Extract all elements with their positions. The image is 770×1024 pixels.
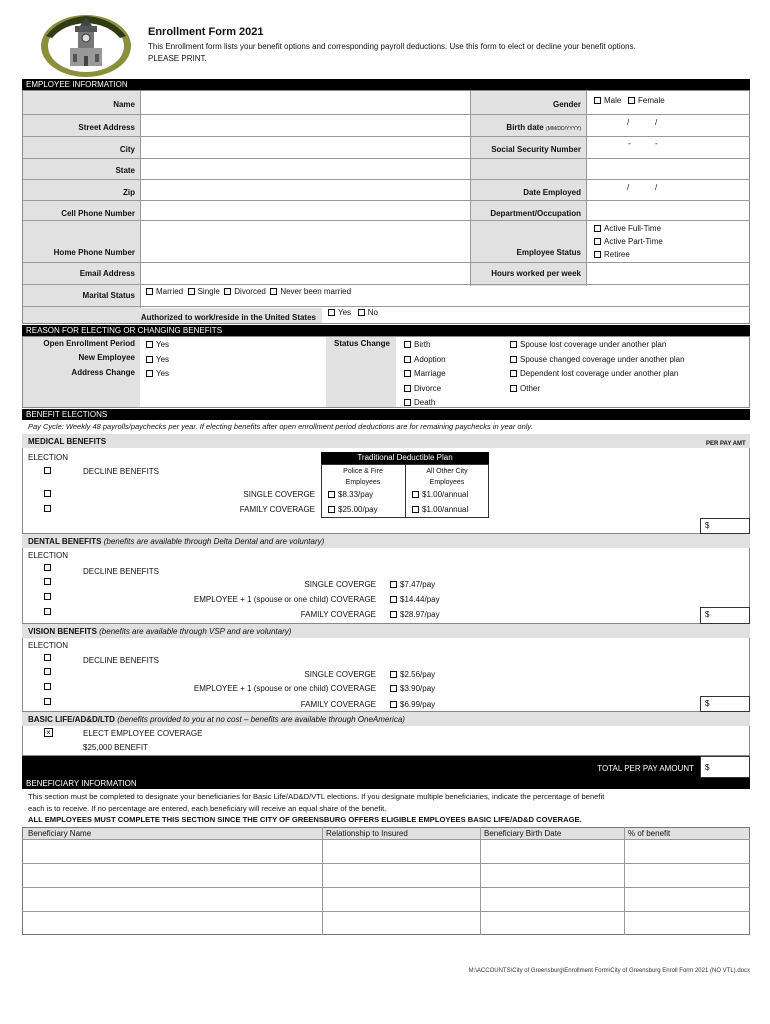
birthdate-slash-2: / xyxy=(655,118,658,127)
hours-label: Hours worked per week xyxy=(491,269,581,278)
gender-options: Male Female xyxy=(594,96,665,105)
footer-file-path: M:\ACCOUNTS\City of Greensburg\Enrollment Form\City of Greensburg Enroll Form 2021 (NO VTL).docx xyxy=(468,968,750,974)
marriage-checkbox[interactable] xyxy=(404,370,411,377)
open-enrollment-label: Open Enrollment Period xyxy=(43,339,135,348)
dental-plus-one-label: EMPLOYEE + 1 (spouse or one child) COVERAGE xyxy=(193,595,376,604)
pay-cycle-note: Pay Cycle: Weekly 48 payrolls/paychecks per year. If electing benefits after open enrollment period deductions are for remaining paychecks in year only. xyxy=(28,422,533,431)
police-fire-heading: Police & Fire Employees xyxy=(343,468,383,486)
beneficiary-heading: BENEFICIARY INFORMATION xyxy=(22,778,750,789)
authorized-yes-checkbox[interactable] xyxy=(328,309,335,316)
street-label: Street Address xyxy=(78,123,135,132)
life-elect-label: ELECT EMPLOYEE COVERAGE xyxy=(83,729,203,738)
life-amount-label: $25,000 BENEFIT xyxy=(83,743,148,752)
employee-status-options: Active Full-Time Active Part-Time Retiree xyxy=(594,222,663,261)
col-relationship: Relationship to Insured xyxy=(326,829,408,838)
name-field[interactable] xyxy=(141,91,469,113)
employee-info-heading: EMPLOYEE INFORMATION xyxy=(22,79,750,90)
birth-checkbox[interactable] xyxy=(404,341,411,348)
state-label: State xyxy=(115,166,135,175)
dental-decline-label: DECLINE BENEFITS xyxy=(83,567,160,576)
other-checkbox[interactable] xyxy=(510,385,517,392)
reason-yes-options: Yes Yes Yes xyxy=(146,338,169,382)
vision-heading: VISION BENEFITS (benefits are available through VSP and are voluntary) xyxy=(28,627,292,636)
status-change-options: Birth Adoption Marriage Divorce Death xyxy=(404,338,446,411)
medical-heading-bar xyxy=(22,434,750,448)
employee-status-label: Employee Status xyxy=(516,248,581,257)
dental-single-amount: $7.47/pay xyxy=(390,580,435,589)
address-change-yes-checkbox[interactable] xyxy=(146,370,153,377)
coverage-change-options: Spouse lost coverage under another plan Spouse changed coverage under another plan Dependent lost coverage under another plan Other xyxy=(510,338,685,396)
city-field[interactable] xyxy=(141,137,469,157)
married-checkbox[interactable] xyxy=(146,288,153,295)
date-employed-label: Date Employed xyxy=(523,188,581,197)
medical-per-pay-field[interactable]: $ xyxy=(700,518,750,534)
form-title: Enrollment Form 2021 xyxy=(148,26,264,38)
new-employee-label: New Employee xyxy=(78,353,135,362)
divorce-checkbox[interactable] xyxy=(404,385,411,392)
intro-text: This Enrollment form lists your benefit options and corresponding payroll deductions. Use this form to elect or decline your benefit options. PLEASE PRINT. xyxy=(148,42,636,63)
spouse-changed-checkbox[interactable] xyxy=(510,356,517,363)
tdp-heading: Traditional Deductible Plan xyxy=(321,452,489,464)
employed-slash-2: / xyxy=(655,183,658,192)
vision-plus-one-label: EMPLOYEE + 1 (spouse or one child) COVERAGE xyxy=(193,684,376,693)
authorized-options: Yes No xyxy=(328,308,378,317)
medical-police-single: $8.33/pay xyxy=(328,490,373,499)
new-employee-yes-checkbox[interactable] xyxy=(146,356,153,363)
male-checkbox[interactable] xyxy=(594,97,601,104)
single-checkbox[interactable] xyxy=(188,288,195,295)
retiree-checkbox[interactable] xyxy=(594,251,601,258)
cell-phone-label: Cell Phone Number xyxy=(61,209,135,218)
department-label: Department/Occupation xyxy=(490,209,581,218)
medical-decline-label: DECLINE BENEFITS xyxy=(83,467,160,476)
divorced-checkbox[interactable] xyxy=(224,288,231,295)
vision-per-pay-field[interactable]: $ xyxy=(700,696,750,712)
medical-family-label: FAMILY COVERAGE xyxy=(239,505,315,514)
total-label: TOTAL PER PAY AMOUNT xyxy=(597,764,694,773)
active-parttime-checkbox[interactable] xyxy=(594,238,601,245)
vision-election-label: ELECTION xyxy=(28,641,69,650)
beneficiary-row-3[interactable] xyxy=(23,888,749,911)
dental-family-label: FAMILY COVERAGE xyxy=(300,610,376,619)
authorized-label: Authorized to work/reside in the United States xyxy=(140,313,316,322)
medical-other-single: $1.00/annual xyxy=(412,490,468,499)
death-checkbox[interactable] xyxy=(404,399,411,406)
beneficiary-row-1[interactable] xyxy=(23,840,749,863)
ssn-label: Social Security Number xyxy=(491,145,581,154)
dependent-lost-checkbox[interactable] xyxy=(510,370,517,377)
dental-election-label: ELECTION xyxy=(28,551,69,560)
life-elect-checkbox[interactable]: × xyxy=(44,728,53,737)
medical-heading: MEDICAL BENEFITS xyxy=(28,437,107,446)
vision-decline-label: DECLINE BENEFITS xyxy=(83,656,160,665)
authorized-no-checkbox[interactable] xyxy=(358,309,365,316)
active-fulltime-checkbox[interactable] xyxy=(594,225,601,232)
dental-per-pay-field[interactable]: $ xyxy=(700,607,750,624)
medical-other-family: $1.00/annual xyxy=(412,505,468,514)
spouse-lost-checkbox[interactable] xyxy=(510,341,517,348)
vision-family-amount: $6.99/pay xyxy=(390,700,435,709)
vision-family-label: FAMILY COVERAGE xyxy=(300,700,376,709)
reason-heading: REASON FOR ELECTING OR CHANGING BENEFITS xyxy=(22,325,750,336)
gender-label: Gender xyxy=(552,100,581,109)
dental-single-label: SINGLE COVERGE xyxy=(304,580,376,589)
never-married-checkbox[interactable] xyxy=(270,288,277,295)
female-checkbox[interactable] xyxy=(628,97,635,104)
beneficiary-row-2[interactable] xyxy=(23,864,749,887)
status-change-label: Status Change xyxy=(333,339,390,348)
col-percent: % of benefit xyxy=(628,829,671,838)
cell-phone-field[interactable] xyxy=(141,201,469,219)
open-enrollment-yes-checkbox[interactable] xyxy=(146,341,153,348)
dental-family-amount: $28.97/pay xyxy=(390,610,440,619)
adoption-checkbox[interactable] xyxy=(404,356,411,363)
street-field[interactable] xyxy=(141,115,469,135)
beneficiary-row-4[interactable] xyxy=(23,912,749,934)
home-phone-field[interactable] xyxy=(141,221,469,261)
ssn-dash-1: - xyxy=(628,139,631,148)
birthdate-slash-1: / xyxy=(627,118,630,127)
total-per-pay-field[interactable]: $ xyxy=(700,756,750,778)
email-field[interactable] xyxy=(141,263,469,283)
birthdate-label: Birth date (MM/DD/YYYY) xyxy=(506,123,581,132)
marital-label: Marital Status xyxy=(82,291,135,300)
city-seal-logo xyxy=(40,14,132,78)
address-change-label: Address Change xyxy=(71,368,135,377)
zip-field[interactable] xyxy=(141,180,469,199)
life-heading: BASIC LIFE/AD&D/LTD (benefits provided to you at no cost – benefits are available through OneAmerica) xyxy=(28,715,405,724)
dental-heading: DENTAL BENEFITS (benefits are available through Delta Dental and are voluntary) xyxy=(28,537,325,546)
name-label: Name xyxy=(113,100,135,109)
zip-label: Zip xyxy=(123,188,135,197)
beneficiary-instructions: This section must be completed to designate your beneficiaries for Basic Life/AD&D/VTL elections. If you designate multiple beneficiaries, indicate the percentage of benefit each is to receive. If no percentage are entered, each beneficiary will receive an equal share of the benefit. ALL EMPLOYEES MUST COMPLETE THIS SECTION SINCE THE CITY OF GREENSBURG OFFERS ELIGIBLE EMPLOYEES BASIC LIFE/AD&D COVERAGE. xyxy=(28,792,605,824)
city-label: City xyxy=(119,145,135,154)
home-phone-label: Home Phone Number xyxy=(53,248,135,257)
vision-single-amount: $2.56/pay xyxy=(390,670,435,679)
medical-police-family: $25.00/pay xyxy=(328,505,378,514)
state-field[interactable] xyxy=(141,159,469,178)
per-pay-amt-label: PER PAY AMT xyxy=(706,441,746,447)
employed-slash-1: / xyxy=(627,183,630,192)
medical-election-label: ELECTION xyxy=(28,453,69,462)
col-beneficiary-name: Beneficiary Name xyxy=(28,829,92,838)
ssn-dash-2: - xyxy=(655,139,658,148)
col-birth-date: Beneficiary Birth Date xyxy=(484,829,562,838)
vision-plus-one-amount: $3.90/pay xyxy=(390,684,435,693)
dental-plus-one-amount: $14.44/pay xyxy=(390,595,440,604)
medical-single-label: SINGLE COVERGE xyxy=(243,490,315,499)
all-other-heading: All Other City Employees xyxy=(426,468,468,486)
marital-options: Married Single Divorced Never been married xyxy=(146,287,351,296)
vision-single-label: SINGLE COVERGE xyxy=(304,670,376,679)
benefit-elections-heading: BENEFIT ELECTIONS xyxy=(22,409,750,420)
email-label: Email Address xyxy=(79,269,135,278)
